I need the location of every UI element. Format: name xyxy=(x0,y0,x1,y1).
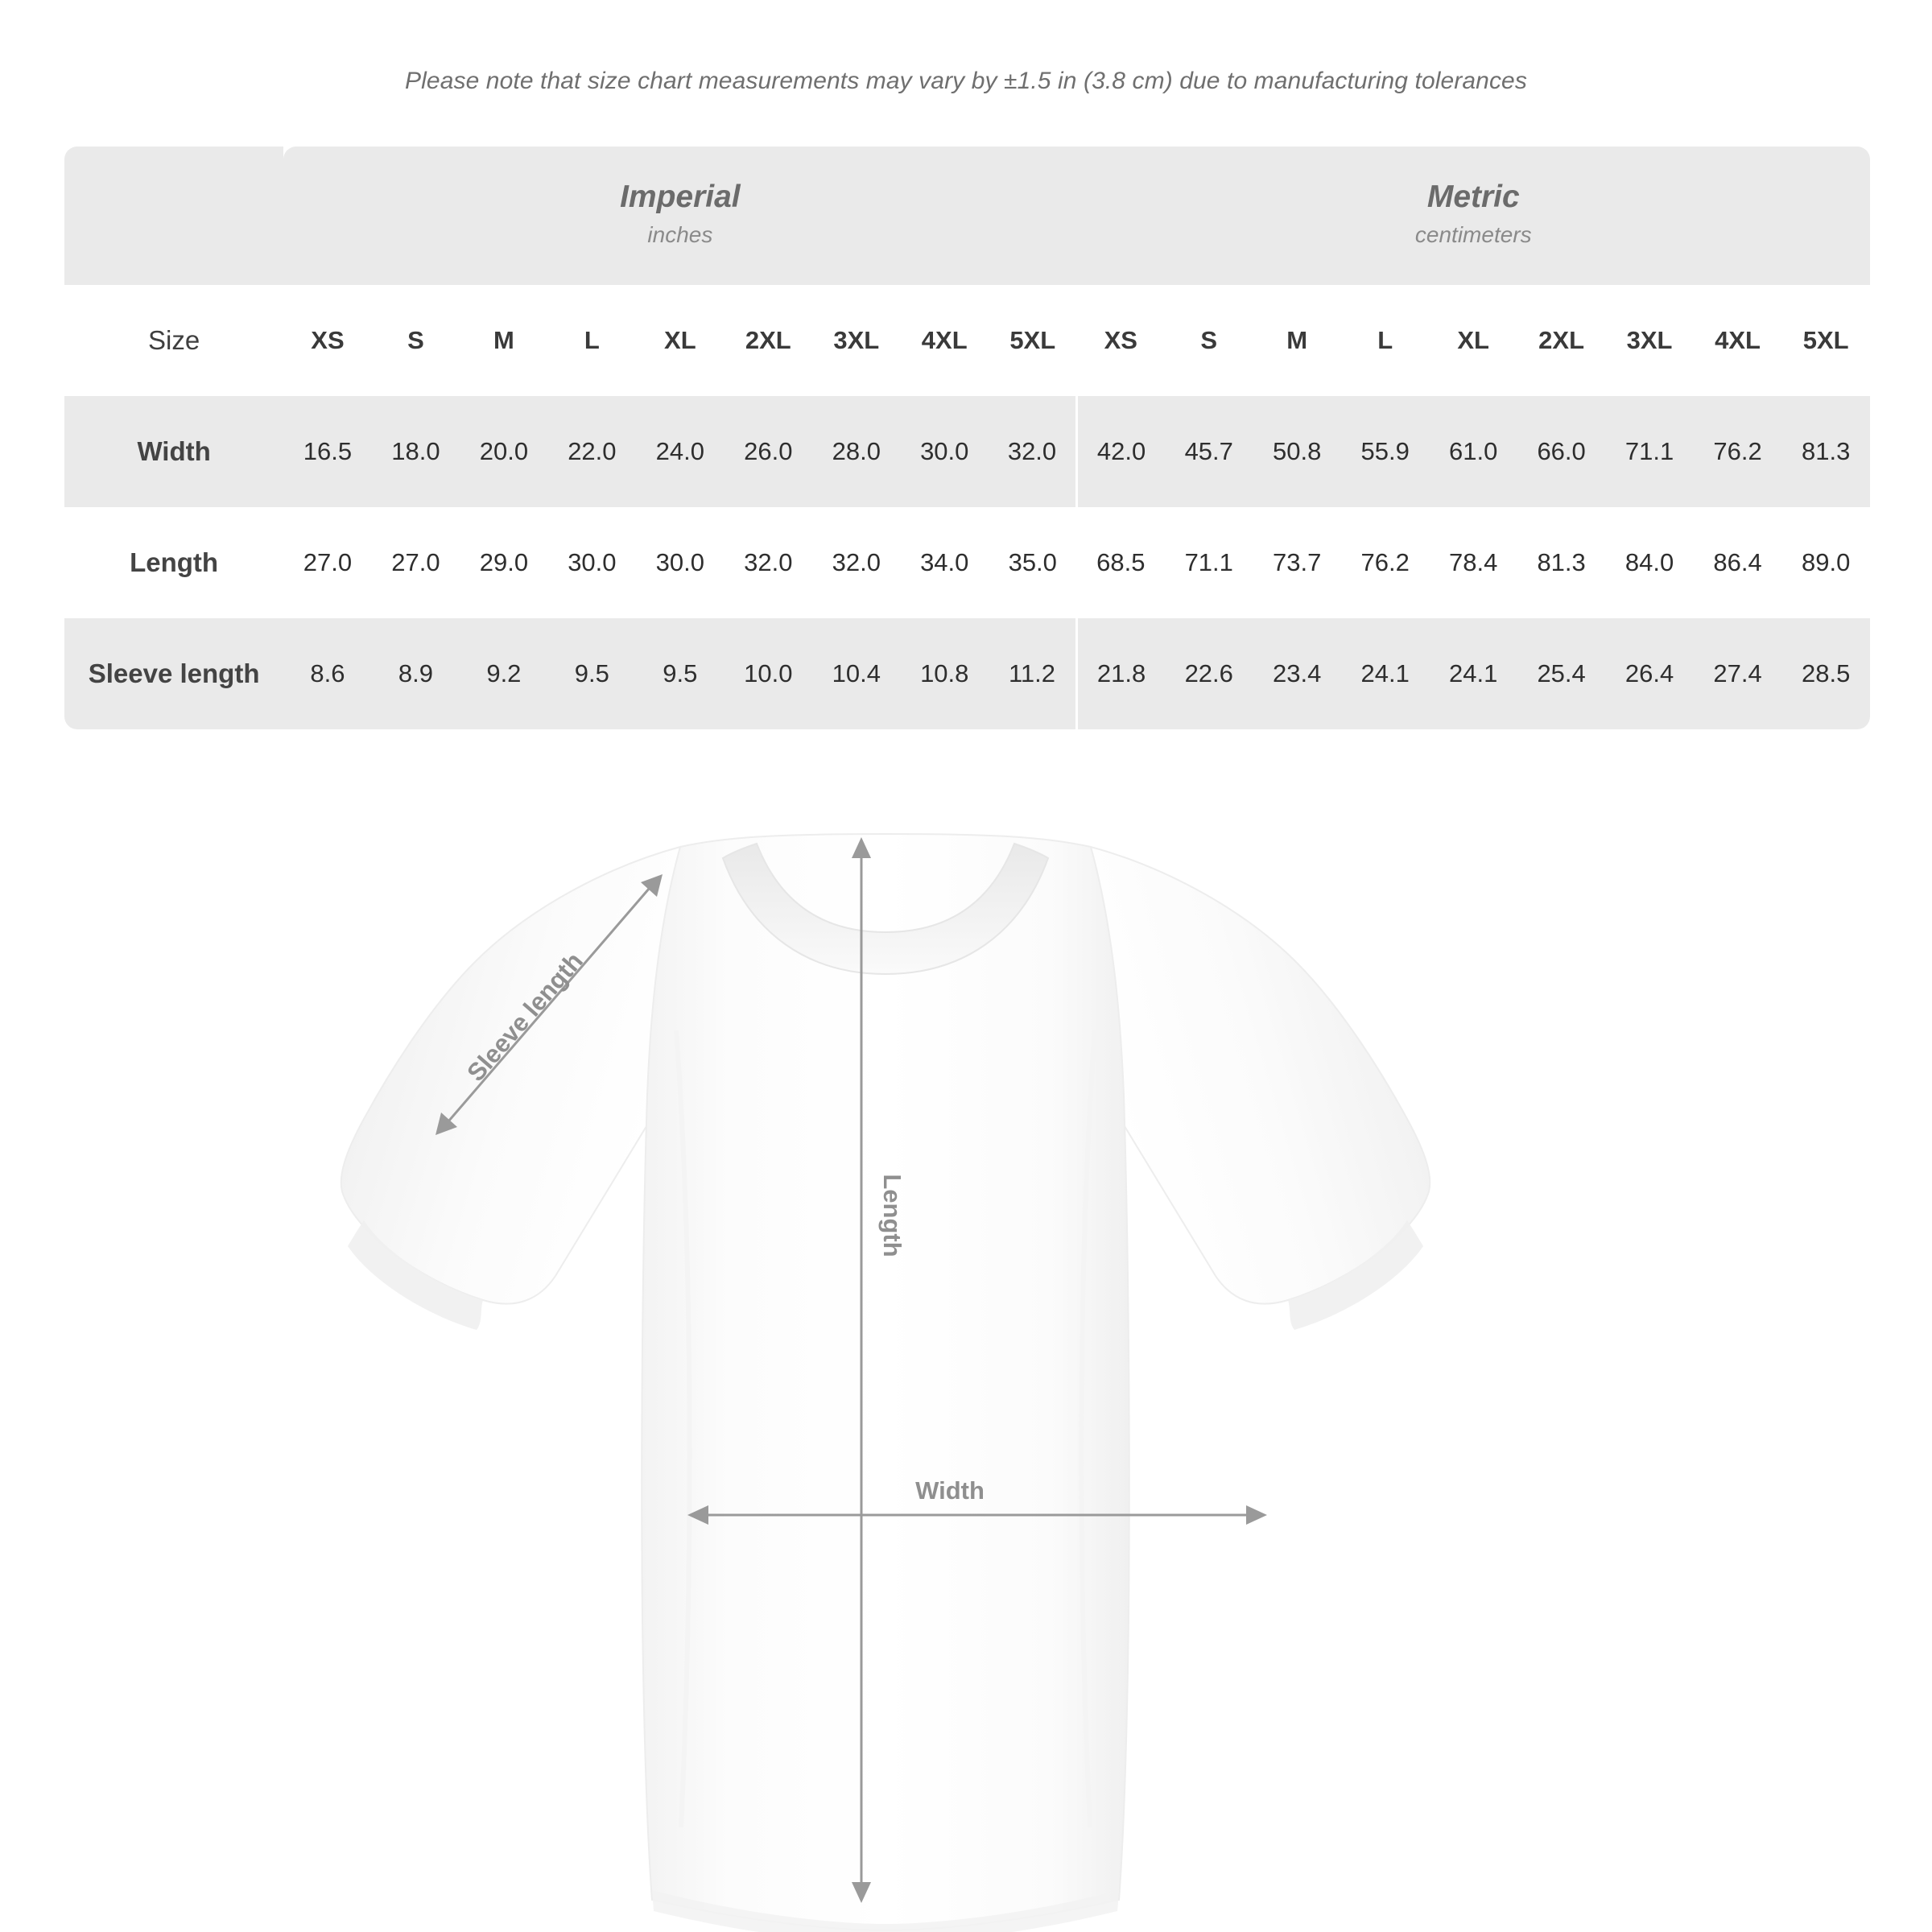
size-chart-table xyxy=(64,147,1870,729)
table-cell: 32.0 xyxy=(724,507,812,618)
table-cell: 61.0 xyxy=(1429,396,1517,507)
table-cell: 22.0 xyxy=(548,396,636,507)
size-col-header: S xyxy=(1165,285,1253,396)
size-col-header: XS xyxy=(1077,285,1165,396)
table-cell: 10.0 xyxy=(724,618,812,729)
table-cell: 71.1 xyxy=(1165,507,1253,618)
size-col-header: XL xyxy=(1429,285,1517,396)
unit-header-spacer xyxy=(64,147,283,285)
table-cell: 9.5 xyxy=(636,618,724,729)
table-cell: 10.4 xyxy=(812,618,900,729)
tshirt-illustration xyxy=(341,834,1430,1932)
table-cell: 35.0 xyxy=(989,507,1077,618)
row-label-size: Size xyxy=(64,285,283,396)
table-cell: 71.1 xyxy=(1605,396,1693,507)
table-cell: 30.0 xyxy=(901,396,989,507)
table-cell: 32.0 xyxy=(812,507,900,618)
size-col-header: 5XL xyxy=(1781,285,1870,396)
table-cell: 78.4 xyxy=(1429,507,1517,618)
size-col-header: L xyxy=(548,285,636,396)
table-row-sleeve-length xyxy=(64,618,1870,729)
size-col-header: 4XL xyxy=(901,285,989,396)
table-cell: 30.0 xyxy=(636,507,724,618)
table-cell: 27.0 xyxy=(372,507,460,618)
table-cell: 18.0 xyxy=(372,396,460,507)
length-label: Length xyxy=(878,1174,906,1257)
table-row-width xyxy=(64,396,1870,507)
table-row-size xyxy=(64,285,1870,396)
table-cell: 66.0 xyxy=(1517,396,1605,507)
table-cell: 16.5 xyxy=(283,396,371,507)
unit-header-metric xyxy=(1077,147,1870,285)
table-cell: 81.3 xyxy=(1517,507,1605,618)
table-cell: 76.2 xyxy=(1694,396,1781,507)
table-cell: 55.9 xyxy=(1341,396,1429,507)
size-col-header: 3XL xyxy=(812,285,900,396)
table-cell: 24.0 xyxy=(636,396,724,507)
table-cell: 11.2 xyxy=(989,618,1077,729)
size-col-header: L xyxy=(1341,285,1429,396)
metric-unit-label: centimeters xyxy=(1414,221,1532,247)
table-cell: 84.0 xyxy=(1605,507,1693,618)
size-col-header: M xyxy=(1253,285,1340,396)
table-cell: 22.6 xyxy=(1165,618,1253,729)
metric-system-label: Metric xyxy=(1426,180,1520,215)
table-cell: 9.2 xyxy=(460,618,547,729)
table-cell: 86.4 xyxy=(1694,507,1781,618)
imperial-system-label: Imperial xyxy=(620,180,741,215)
table-cell: 25.4 xyxy=(1517,618,1605,729)
imperial-unit-label: inches xyxy=(647,221,713,247)
size-col-header: 3XL xyxy=(1605,285,1693,396)
unit-header-imperial xyxy=(283,147,1076,285)
table-cell: 32.0 xyxy=(989,396,1077,507)
size-chart-table-wrapper xyxy=(64,147,1870,729)
size-col-header: 4XL xyxy=(1694,285,1781,396)
size-col-header: XS xyxy=(283,285,371,396)
table-cell: 81.3 xyxy=(1781,396,1870,507)
table-cell: 42.0 xyxy=(1077,396,1165,507)
table-cell: 26.4 xyxy=(1605,618,1693,729)
row-label-width: Width xyxy=(64,396,283,507)
table-cell: 20.0 xyxy=(460,396,547,507)
width-label: Width xyxy=(915,1476,985,1505)
sleeve-length-label: Sleeve length xyxy=(461,947,588,1088)
row-label-length: Length xyxy=(64,507,283,618)
table-cell: 27.0 xyxy=(283,507,371,618)
tolerance-note: Please note that size chart measurements may vary by ±1.5 in (3.8 cm) due to manufacturing tolerances xyxy=(405,68,1527,94)
table-cell: 34.0 xyxy=(901,507,989,618)
size-col-header: 2XL xyxy=(724,285,812,396)
table-cell: 8.6 xyxy=(283,618,371,729)
tshirt-measurement-diagram xyxy=(0,829,1932,1932)
table-cell: 50.8 xyxy=(1253,396,1340,507)
size-col-header: S xyxy=(372,285,460,396)
table-cell: 24.1 xyxy=(1429,618,1517,729)
size-col-header: XL xyxy=(636,285,724,396)
size-col-header: M xyxy=(460,285,547,396)
table-cell: 89.0 xyxy=(1781,507,1870,618)
table-cell: 28.5 xyxy=(1781,618,1870,729)
table-cell: 24.1 xyxy=(1341,618,1429,729)
table-cell: 28.0 xyxy=(812,396,900,507)
table-cell: 27.4 xyxy=(1694,618,1781,729)
table-cell: 30.0 xyxy=(548,507,636,618)
table-cell: 68.5 xyxy=(1077,507,1165,618)
table-cell: 8.9 xyxy=(372,618,460,729)
row-label-sleeve-length: Sleeve length xyxy=(64,618,283,729)
table-cell: 29.0 xyxy=(460,507,547,618)
table-cell: 73.7 xyxy=(1253,507,1340,618)
table-cell: 10.8 xyxy=(901,618,989,729)
size-col-header: 2XL xyxy=(1517,285,1605,396)
table-cell: 9.5 xyxy=(548,618,636,729)
unit-header-row xyxy=(64,147,1870,285)
size-col-header: 5XL xyxy=(989,285,1077,396)
table-row-length xyxy=(64,507,1870,618)
table-cell: 76.2 xyxy=(1341,507,1429,618)
table-cell: 23.4 xyxy=(1253,618,1340,729)
table-cell: 21.8 xyxy=(1077,618,1165,729)
table-cell: 26.0 xyxy=(724,396,812,507)
table-cell: 45.7 xyxy=(1165,396,1253,507)
